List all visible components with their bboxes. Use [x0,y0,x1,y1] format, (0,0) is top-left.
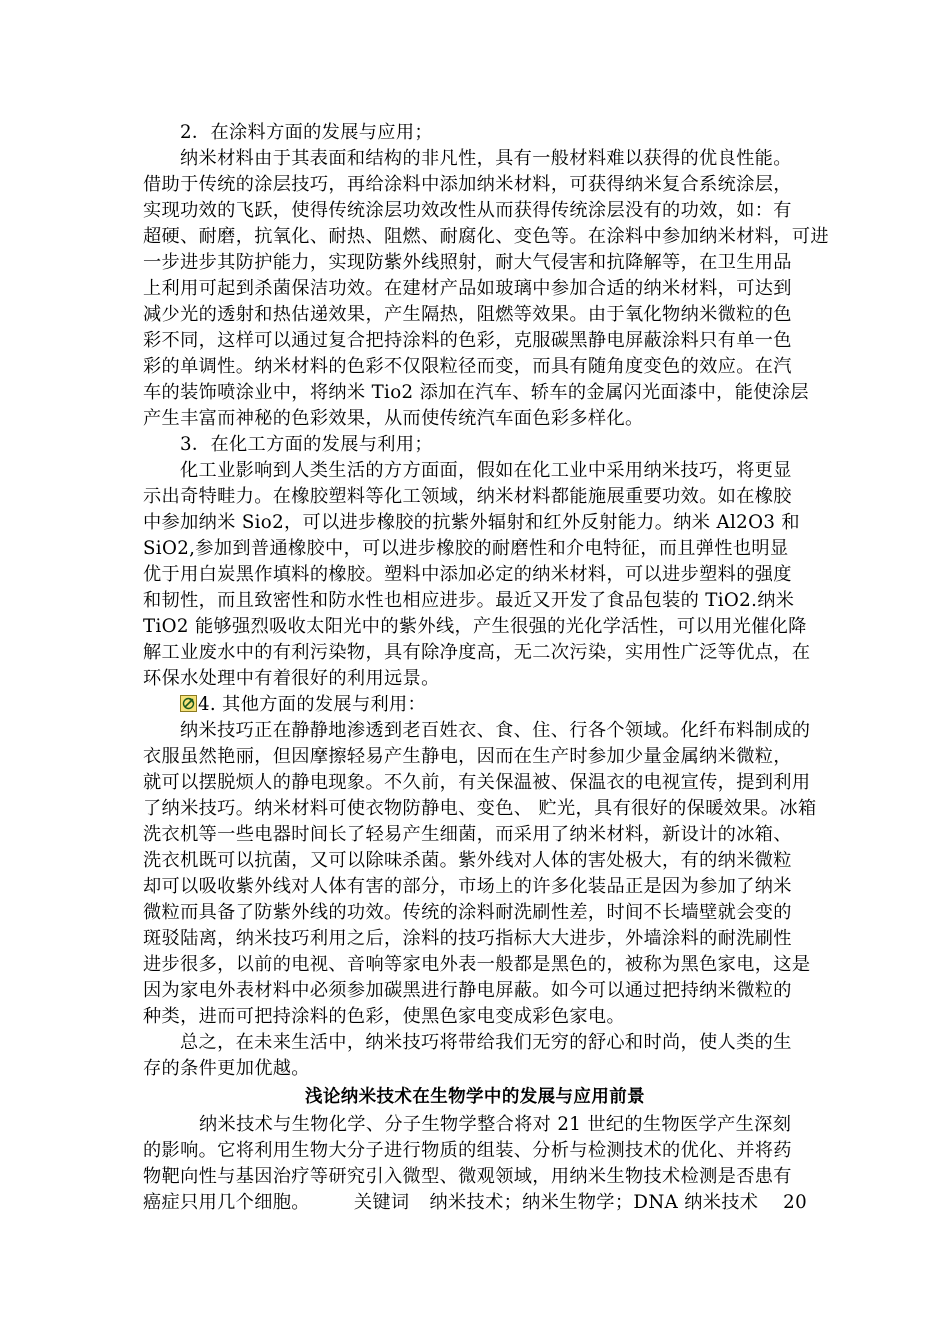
paragraph-line: 优于用白炭黑作填料的橡胶。塑料中添加必定的纳米材料，可以进步塑料的强度 [143,564,792,585]
paragraph-line: 示出奇特畦力。在橡胶塑料等化工领域，纳米材料都能施展重要功效。如在橡胶 [143,486,792,507]
paragraph-line: 了纳米技巧。纳米材料可使衣物防静电、变色、 贮光，具有很好的保暖效果。冰箱 [143,798,817,819]
section-heading-coatings: 2．在涂料方面的发展与应用； [180,122,433,143]
paragraph-line: 上利用可起到杀菌保洁功效。在建材产品如玻璃中参加合适的纳米材料，可达到 [143,278,792,299]
paragraph-line: 和韧性，而且致密性和防水性也相应进步。最近又开发了食品包装的 TiO2.纳米 [143,590,795,611]
conclusion-line: 总之，在未来生活中，纳米技巧将带给我们无穷的舒心和时尚，使人类的生 [180,1032,792,1053]
paragraph-line: 化工业影响到人类生活的方方面面，假如在化工业中采用纳米技巧，将更显 [180,460,792,481]
section-heading-other [143,692,807,718]
paragraph-line: 却可以吸收紫外线对人体有害的部分，市场上的许多化装品正是因为参加了纳米 [143,876,792,897]
abstract-line: 的影响。它将利用生物大分子进行物质的组装、分析与检测技术的优化、并将药 [143,1140,792,1161]
paragraph-line: 因为家电外表材料中必须参加碳黑进行静电屏蔽。如今可以通过把持纳米微粒的 [143,980,792,1001]
paragraph-line: TiO2 能够强烈吸收太阳光中的紫外线，产生很强的光化学活性，可以用光催化降 [143,616,807,637]
paragraph-line: 进步很多，以前的电视、音响等家电外表一般都是黑色的，被称为黑色家电，这是 [143,954,811,975]
document-page [143,120,829,1216]
paragraph-line: 就可以摆脱烦人的静电现象。不久前，有关保温被、保温衣的电视宣传，提到利用 [143,772,811,793]
paragraph-line: 纳米技巧正在静静地渗透到老百姓衣、食、住、行各个领域。化纤布料制成的 [180,720,811,741]
abstract-end-text: 癌症只用几个细胞。 [143,1192,310,1213]
abstract-last-line [143,1190,807,1216]
paragraph-line: 实现功效的飞跃，使得传统涂层功效改性从而获得传统涂层没有的功效，如：有 [143,200,792,221]
paragraph-line: 衣服虽然艳丽，但因摩擦轻易产生静电，因而在生产时参加少量金属纳米微粒， [143,746,792,767]
paragraph-line: 彩不同，这样可以通过复合把持涂料的色彩，克服碳黑静电屏蔽涂料只有单一色 [143,330,792,351]
paragraph-line: 车的装饰喷涂业中，将纳米 Tio2 添加在汽车、轿车的金属闪光面漆中，能使涂层 [143,382,809,403]
paragraph-line: 一步进步其防护能力，实现防紫外线照射，耐大气侵害和抗降解等，在卫生用品 [143,252,792,273]
paragraph-line: 减少光的透射和热估递效果，产生隔热，阻燃等效果。由于氧化物纳米微粒的色 [143,304,792,325]
section-heading-text: 4. 其他方面的发展与利用： [198,694,427,715]
paragraph-line: 借助于传统的涂层技巧，再给涂料中添加纳米材料，可获得纳米复合系统涂层， [143,174,792,195]
keywords-label: 关键词 [353,1192,410,1213]
paragraph-line: 洗衣机等一些电器时间长了轻易产生细菌，而采用了纳米材料，新设计的冰箱、 [143,824,792,845]
abstract-line: 纳米技术与生物化学、分子生物学整合将对 21 世纪的生物医学产生深刻 [199,1114,792,1135]
paragraph-line: SiO2,参加到普通橡胶中，可以进步橡胶的耐磨性和介电特征，而且弹性也明显 [143,538,789,559]
paragraph-line: 斑驳陆离，纳米技巧利用之后，涂料的技巧指标大大进步，外墙涂料的耐洗刷性 [143,928,792,949]
note-anchor-icon[interactable] [180,695,197,712]
paragraph-line: 种类，进而可把持涂料的色彩，使黑色家电变成彩色家电。 [143,1006,625,1027]
paragraph-line: 洗衣机既可以抗菌，又可以除味杀菌。紫外线对人体的害处极大，有的纳米微粒 [143,850,792,871]
article-title: 浅论纳米技术在生物学中的发展与应用前景 [304,1087,646,1107]
paragraph-line: 环保水处理中有着很好的利用远景。 [143,668,440,689]
paragraph-line: 彩的单调性。纳米材料的色彩不仅限粒径而变，而具有随角度变色的效应。在汽 [143,356,792,377]
section-heading-chemical: 3．在化工方面的发展与利用； [180,434,433,455]
keywords-value: 纳米技术；纳米生物学；DNA 纳米技术 [429,1192,759,1213]
paragraph-line: 中参加纳米 Sio2，可以进步橡胶的抗紫外辐射和红外反射能力。纳米 Al2O3 和 [143,512,800,533]
page-number: 20 [783,1192,807,1213]
conclusion-line: 存的条件更加优越。 [143,1058,310,1079]
paragraph-line: 纳米材料由于其表面和结构的非凡性，具有一般材料难以获得的优良性能。 [180,148,792,169]
abstract-line: 物靶向性与基因治疗等研究引入微型、微观领域，用纳米生物技术检测是否患有 [143,1166,792,1187]
paragraph-line: 微粒而具备了防紫外线的功效。传统的涂料耐洗刷性差，时间不长墙壁就会变的 [143,902,792,923]
paragraph-line: 产生丰富而神秘的色彩效果，从而使传统汽车面色彩多样化。 [143,408,644,429]
paragraph-line: 解工业废水中的有利污染物，具有除净度高，无二次污染，实用性广泛等优点，在 [143,642,811,663]
paragraph-line: 超硬、耐磨，抗氧化、耐热、阻燃、耐腐化、变色等。在涂料中参加纳米材料，可进 [143,226,829,247]
